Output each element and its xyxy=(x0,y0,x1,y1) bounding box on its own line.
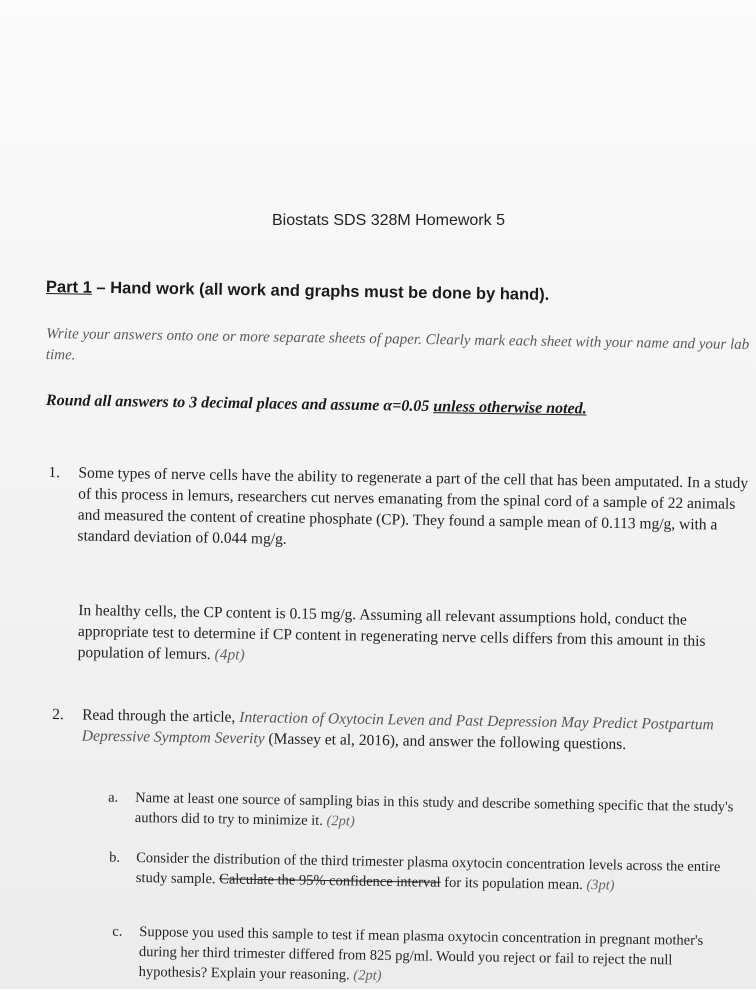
document-title: Biostats SDS 328M Homework 5 xyxy=(272,212,505,229)
question-2 xyxy=(52,704,753,757)
subquestion-text: Name at least one source of sampling bias in this study and describe something specific that the study's authors did to try to minimize it. xyxy=(134,790,734,829)
subquestion-letter: a. xyxy=(108,789,119,806)
question-1 xyxy=(47,462,752,557)
subquestion-points: (2pt) xyxy=(353,967,382,984)
question-number: 1. xyxy=(48,464,61,482)
question-text xyxy=(82,704,753,757)
question-text-2: In healthy cells, the CP content is 0.15 mg/g. Assuming all relevant assumptions hold, conduct the appropriate test to determine if CP content in regenerating nerve cells differs from this amount in this population of lemurs. xyxy=(77,602,706,664)
subquestion-letter: c. xyxy=(112,923,123,940)
rounding-note-text: Round all answers to 3 decimal places and assume α=0.05 xyxy=(45,392,434,416)
question-text-post: (Massey et al, 2016), and answer the following questions. xyxy=(264,730,627,754)
subquestion-c xyxy=(112,922,740,991)
question-number: 2. xyxy=(52,706,64,724)
subquestion-a xyxy=(108,788,736,837)
rounding-note-emphasis: unless otherwise noted. xyxy=(433,398,587,418)
question-text-pre: Read through the article, xyxy=(82,706,240,726)
question-text: Some types of nerve cells have the ability to regenerate a part of the cell that has been amputated. In a study of this process in lemurs, researchers cut nerves emanating from the spinal cord of a sample of 22 animals and measured the content of creatine phosphate (CP). They found a sample mean of 0.113 mg/g, with a standard deviation of 0.044 mg/g. xyxy=(77,464,749,548)
subquestion-text: Suppose you used this sample to test if mean plasma oxytocin concentration in pregnant mother's during her third trimester differed from 825 pg/ml. Would you reject or fail to reject the null hypothesis? Explain your reasoning. xyxy=(138,924,704,984)
subquestion-letter: b. xyxy=(109,849,121,866)
part-heading-text: – Hand work (all work and graphs must be done by hand). xyxy=(91,278,550,304)
subquestion-text-pre: Consider the distribution of the third trimester plasma oxytocin concentration levels across the entire study sample. xyxy=(135,850,721,888)
question-points: (4pt) xyxy=(214,646,245,664)
subquestion-b xyxy=(109,848,737,897)
subquestion-points: (3pt) xyxy=(586,877,615,894)
question-1-part-2 xyxy=(78,600,719,673)
subquestion-points: (2pt) xyxy=(326,813,355,830)
part-heading xyxy=(46,278,550,305)
part-label: Part 1 xyxy=(45,278,93,297)
rounding-note xyxy=(46,392,751,421)
article-title: Interaction of Oxytocin Leven and Past Depression May Predict Postpartum Depressive Symptom Severity xyxy=(81,708,714,748)
instructions: Write your answers onto one or more separate sheets of paper. Clearly mark each sheet with your name and your lab time. xyxy=(45,326,750,364)
subquestion-text-post: for its population mean. xyxy=(440,874,583,894)
subquestion-text-strike: Calculate the 95% confidence interval xyxy=(219,871,441,891)
